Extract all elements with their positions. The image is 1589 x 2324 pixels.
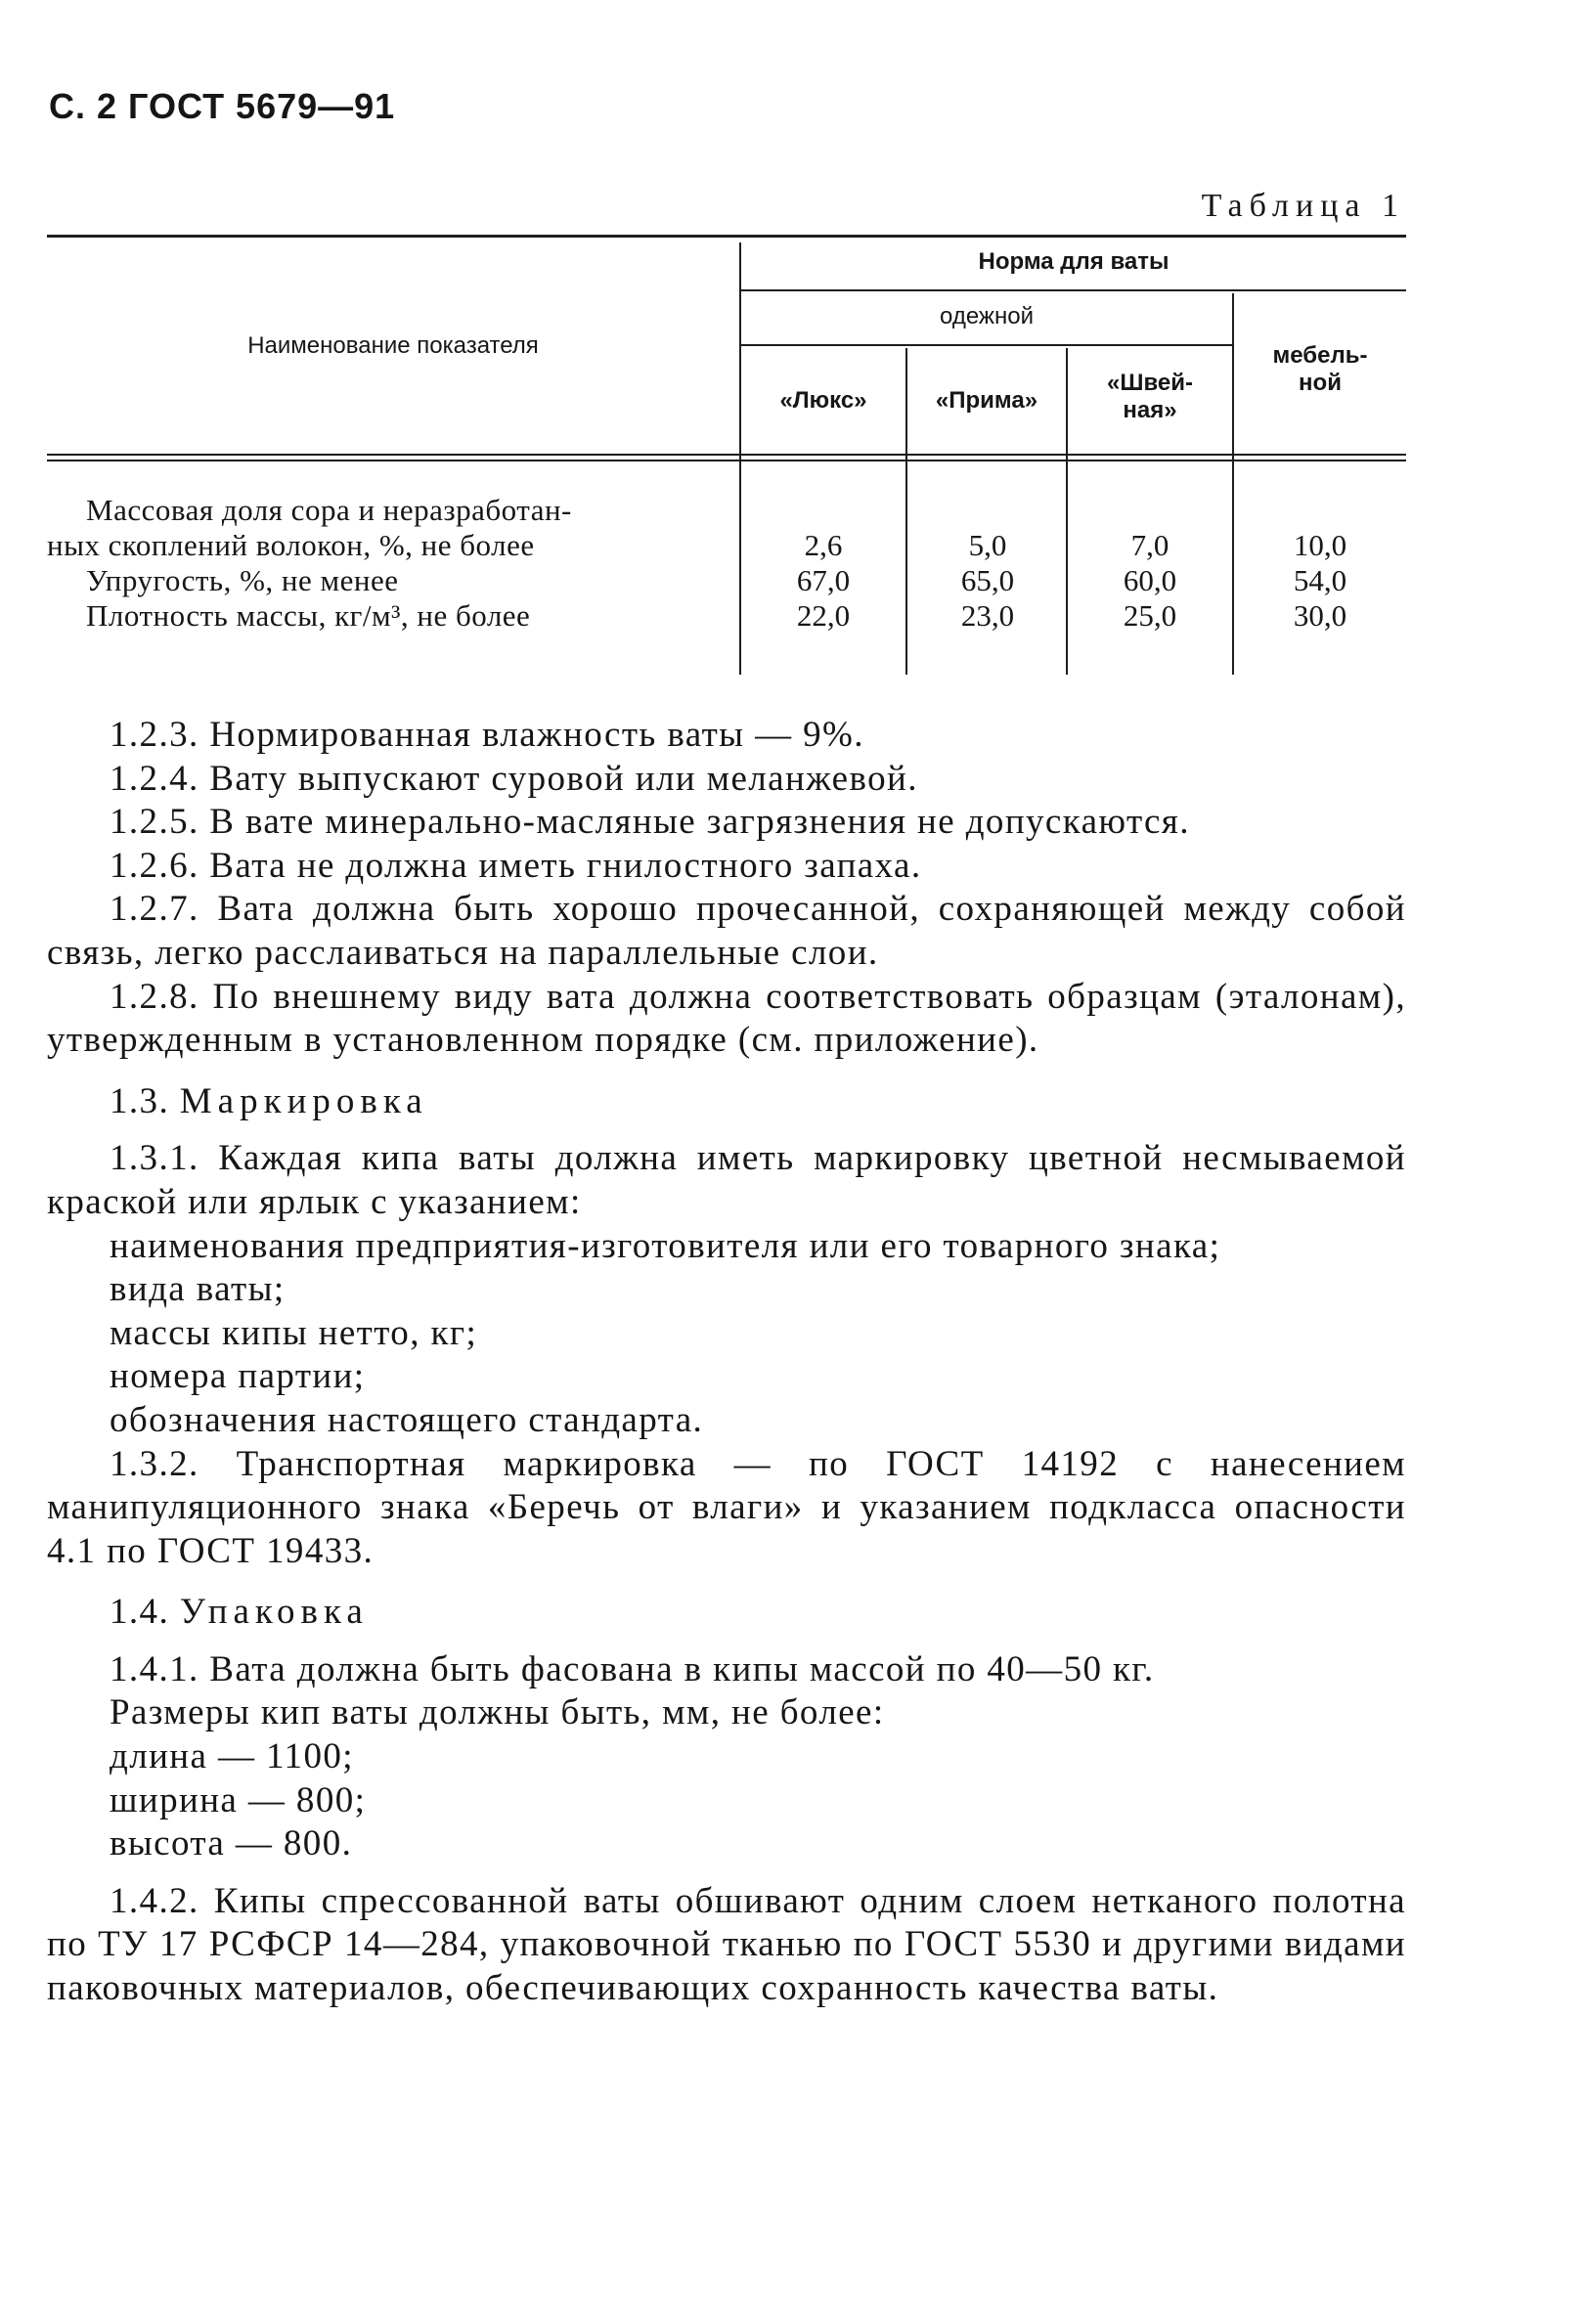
cell-r1-prima: 5,0 — [968, 528, 1007, 562]
cell-r2-shvey: 60,0 — [1123, 563, 1177, 597]
col-mebel-line2: ной — [1299, 370, 1342, 396]
row-2-label: Упругость, %, не менее — [86, 563, 399, 597]
para-1-2-8: 1.2.8. По внешнему виду вата должна соответствовать образцам (эталонам), утвержденным в установленном порядке (см. приложение). — [47, 976, 1406, 1061]
table-caption: Таблица 1 — [1201, 188, 1405, 224]
cell-r1-shvey: 7,0 — [1130, 528, 1170, 562]
section-1-4-number: 1.4. — [110, 1592, 170, 1633]
col-name-header: Наименование показателя — [247, 332, 539, 359]
col-prima-header: «Прима» — [935, 387, 1038, 414]
col-lux-header: «Люкс» — [779, 387, 867, 414]
cell-r3-lux: 22,0 — [796, 598, 851, 633]
section-1-3-number: 1.3. — [110, 1080, 170, 1121]
marking-item-5: обозначения настоящего стандарта. — [110, 1399, 704, 1440]
rule-clothing — [741, 344, 1232, 346]
para-1-4-2: 1.4.2. Кипы спрессованной ваты обшивают одним слоем нетканого полотна по ТУ 17 РСФСР 14—284, упаковочной тканью по ГОСТ 5530 и другими видами паковочных материалов, обеспечивающих сохранность качества ваты. — [47, 1880, 1406, 2009]
row-1-label-b: ных скоплений волокон, %, не более — [47, 528, 535, 562]
col-mebel-line1: мебель- — [1272, 342, 1368, 369]
marking-item-3: массы кипы нетто, кг; — [110, 1312, 478, 1353]
para-1-2-7: 1.2.7. Вата должна быть хорошо прочесанной, сохраняющей между собой связь, легко расслаиваться на параллельные слои. — [47, 889, 1406, 973]
col-mebel-header — [1234, 342, 1406, 397]
col-shvey-line1: «Швей- — [1107, 370, 1193, 396]
rule-header-a — [47, 454, 1406, 456]
size-length: длина — 1100; — [110, 1736, 354, 1777]
norm-header: Норма для ваты — [978, 248, 1170, 275]
cell-r3-mebel: 30,0 — [1293, 598, 1347, 633]
para-1-2-4: 1.2.4. Вату выпускают суровой или меланжевой. — [110, 758, 918, 799]
col-shvey-header — [1068, 370, 1232, 424]
clothing-group-header: одежной — [940, 303, 1034, 329]
para-1-4-1: 1.4.1. Вата должна быть фасована в кипы массой по 40—50 кг. — [110, 1648, 1155, 1689]
row-1-label-a: Массовая доля сора и неразработан- — [86, 493, 572, 527]
col-shvey-line2: ная» — [1123, 397, 1177, 423]
norms-table — [47, 235, 1406, 675]
section-1-3-title: Маркировка — [179, 1080, 428, 1121]
para-1-2-5: 1.2.5. В вате минерально-масляные загрязнения не допускаются. — [110, 802, 1190, 843]
para-1-4-1-sizes: Размеры кип ваты должны быть, мм, не более: — [110, 1692, 885, 1733]
section-1-4-title: Упаковка — [179, 1592, 369, 1633]
size-width: ширина — 800; — [110, 1779, 367, 1820]
para-1-2-6: 1.2.6. Вата не должна иметь гнилостного запаха. — [110, 845, 922, 886]
document-body — [47, 714, 1406, 2011]
cell-r2-mebel: 54,0 — [1293, 563, 1347, 597]
row-3-label: Плотность массы, кг/м³, не более — [86, 598, 531, 633]
cell-r1-lux: 2,6 — [804, 528, 843, 562]
para-1-2-3: 1.2.3. Нормированная влажность ваты — 9%. — [110, 715, 864, 755]
cell-r2-lux: 67,0 — [796, 563, 851, 597]
marking-item-4: номера партии; — [110, 1356, 366, 1397]
cell-r2-prima: 65,0 — [960, 563, 1015, 597]
cell-r1-mebel: 10,0 — [1293, 528, 1347, 562]
cell-r3-prima: 23,0 — [960, 598, 1015, 633]
table-top-rule — [47, 235, 1406, 238]
section-1-3-heading — [47, 1080, 1406, 1124]
marking-item-2: вида ваты; — [110, 1269, 286, 1310]
cell-r3-shvey: 25,0 — [1123, 598, 1177, 633]
rule-norm — [741, 289, 1406, 291]
para-1-3-2: 1.3.2. Транспортная маркировка — по ГОСТ 14192 с нанесением манипуляционного знака «Беречь от влаги» и указанием подкласса опасности 4.1 по ГОСТ 19433. — [47, 1443, 1406, 1571]
section-1-4-heading — [47, 1591, 1406, 1635]
para-1-3-1: 1.3.1. Каждая кипа ваты должна иметь маркировку цветной несмываемой краской или ярлык с указанием: — [47, 1138, 1406, 1222]
marking-item-1: наименования предприятия-изготовителя или его товарного знака; — [110, 1225, 1221, 1266]
page-header: С. 2 ГОСТ 5679—91 — [49, 86, 396, 126]
size-height: высота — 800. — [110, 1823, 353, 1864]
rule-header-b — [47, 460, 1406, 461]
